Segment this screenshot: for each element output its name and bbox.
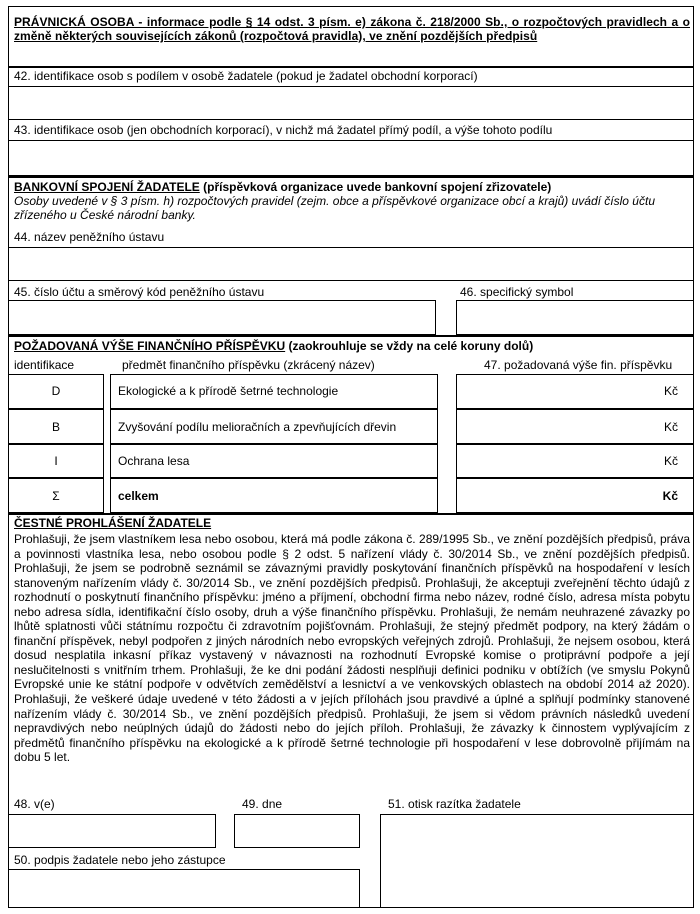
field-45-input[interactable] [8,300,436,335]
row-currency: Kč [663,420,678,434]
row-id: D [51,384,61,398]
field-48-label: 48. v(e) [14,797,55,811]
field-50-signature-area[interactable] [8,869,360,908]
field-42-input[interactable] [8,86,694,120]
row-currency: Kč [663,454,678,468]
field-43-label: 43. identifikace osob (jen obchodních korporací), v nichž má žadatel přímý podíl, a výše tohoto podílu [14,123,553,137]
field-46-label: 46. specifický symbol [460,285,574,299]
field-51-label: 51. otisk razítka žadatele [388,797,521,811]
bank-section-title: BANKOVNÍ SPOJENÍ ŽADATELE (příspěvková organizace uvede bankovní spojení zřizovatele) [14,180,552,194]
declaration-text: Prohlašuji, že jsem vlastníkem lesa nebo osobou, která má podle zákona č. 289/1995 Sb., ve znění pozdějších předpisů, práva a povinnosti vlastníka lesa, nebo osobou podle § 2 odst. 5 nařízení vlády č. 30/2014 Sb., ve znění pozdějších předpisů. Prohlašuji, že jsem se podrobně seznámil se závaznými pravidly poskytování finančních příspěvků na hospodaření v lesích stanoveným nařízením vlády č. 30/2014 Sb., ve znění pozdějších předpisů. Prohlašuji, že akceptuji zveřejnění těchto údajů z rozhodnutí o poskytnutí finančního příspěvku: jméno a příjmení, obchodní firma nebo název, rodné číslo, adresa místa pobytu nebo adresa sídla, identifikační číslo osoby, druh a výše finančního příspěvku. Prohlašuji, že nemám neuhrazené závazky po lhůtě splatnosti vůči státnímu rozpočtu či zdravotním pojišťovnám. Prohlašuji, že stejný předmět podpory, na který žádám o finanční příspěvek, nebyl podpořen z jiných národních nebo evropských veřejných zdrojů. Prohlašuji, že nejsem osobou, která dosud nesplatila inkasní příkaz vystavený v návaznosti na rozhodnutí Evropské komise o protiprávní podpoře a její neslučitelnosti s vnitřním trhem. Prohlašuji, že ke dni podání žádosti nesplňuji definici podniku v obtížích (ve smyslu Pokynů Evropské unie ke státní podpoře v odvětvích zemědělství a lesnictví a ve venkovských oblastech na období 2014 až 2020). Prohlašuji, že veškeré údaje uvedené v této žádosti a v jejích přílohách jsou pravdivé a úplné a splňují podmínky stanovené nařízením vlády č. 30/2014 Sb., ve znění pozdějších předpisů. Prohlašuji, že jsem si vědom právních následků uvedení nepravdivých nebo neúplných údajů do žádosti nebo do jejích příloh. Prohlašuji, že závazky k činnostem vyplývajícím z předmětů finančního příspěvku na ekologické a k přírodě šetrné technologie při hospodaření v lese dobrovolně přijímám na dobu 5 let. [14,532,690,765]
field-44-input[interactable] [8,247,694,281]
row-currency: Kč [662,489,678,503]
bank-note: Osoby uvedené v § 3 písm. h) rozpočtových pravidel (zejm. obce a příspěvkové organizace obcí a krajů) uvádí číslo účtu zřízeného u České národní banky. [14,194,655,222]
declaration-title: ČESTNÉ PROHLÁŠENÍ ŽADATELE [14,516,212,530]
row-currency: Kč [663,384,678,398]
row-subject: Ochrana lesa [118,454,190,468]
row-subject: Zvyšování podílu melioračních a zpevňujících dřevin [118,420,397,434]
financial-section-title: POŽADOVANÁ VÝŠE FINANČNÍHO PŘÍSPĚVKU (zaokrouhluje se vždy na celé koruny dolů) [14,339,534,353]
field-46-input[interactable] [456,300,694,335]
field-51-stamp-area[interactable] [380,814,694,908]
field-42-label: 42. identifikace osob s podílem v osobě žadatele (pokud je žadatel obchodní korporací) [14,69,478,83]
sum-icon: Σ [52,489,60,503]
field-49-label: 49. dne [242,797,283,811]
row-subject: Ekologické a k přírodě šetrné technologie [118,384,339,398]
row-subject-box [110,478,438,513]
field-45-label: 45. číslo účtu a směrový kód peněžního ústavu [14,285,265,299]
col-subject: předmět finančního příspěvku (zkrácený název) [122,358,375,372]
legal-entity-section-title: PRÁVNICKÁ OSOBA - informace podle § 14 odst. 3 písm. e) zákona č. 218/2000 Sb., o rozpočtových pravidlech a o změně některých souvisejících zákonů (rozpočtová pravidla), ve znění pozdějších předpisů [14,15,690,43]
row-subject: celkem [118,489,159,503]
field-44-label: 44. název peněžního ústavu [14,230,165,244]
col-identification: identifikace [14,358,75,372]
row-id: B [51,420,60,434]
field-49-input[interactable] [234,814,360,848]
field-50-label: 50. podpis žadatele nebo jeho zástupce [14,853,226,867]
col-amount: 47. požadovaná výše fin. příspěvku [484,358,673,372]
field-48-input[interactable] [8,814,216,848]
field-43-input[interactable] [8,140,694,176]
row-id: I [54,454,58,468]
